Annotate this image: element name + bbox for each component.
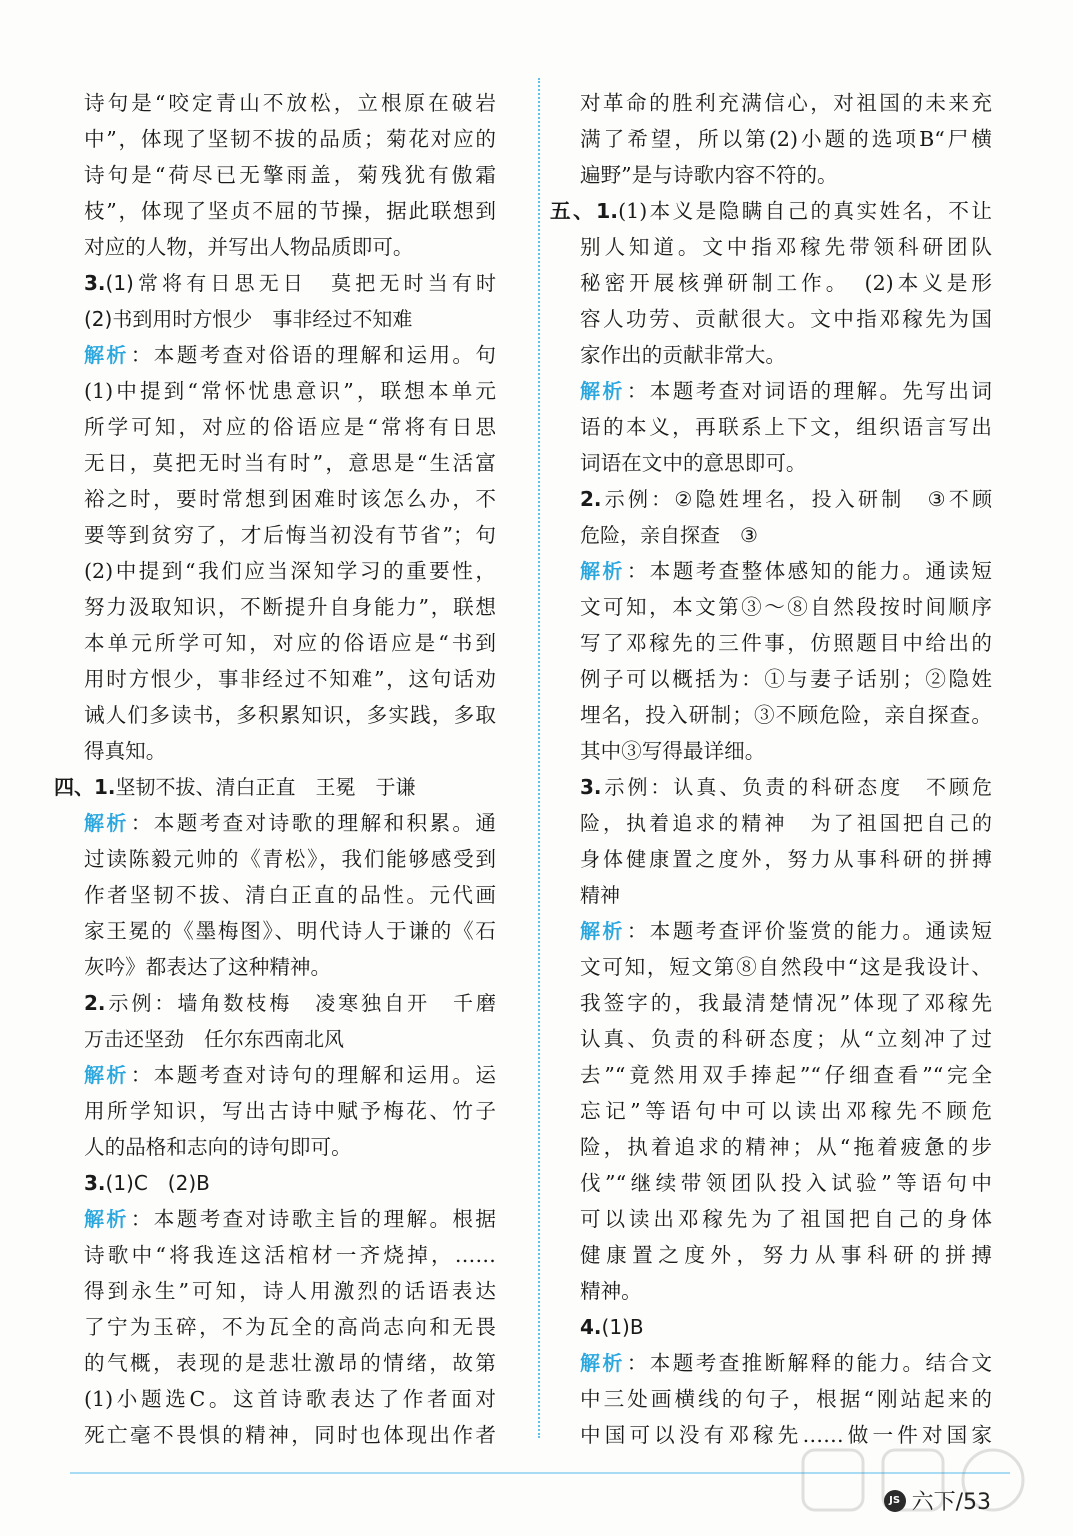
text-line: 别人知道。文中指邓稼先带领科研团队 — [580, 235, 992, 259]
text-line: 我签字的，我最清楚情况”体现了邓稼先 — [580, 991, 992, 1015]
text-line: 容人功劳、贡献很大。文中指邓稼先为国 — [580, 307, 992, 331]
analysis-line: 解析：本题考查评价鉴赏的能力。通读短 — [580, 919, 992, 943]
text-line: 例子可以概括为：①与妻子话别；②隐姓 — [580, 667, 992, 691]
answer-line: 2.示例：墙角数枝梅 凌寒独自开 千磨 — [84, 991, 496, 1015]
text-line: 得真知。 — [84, 739, 167, 763]
question-number: 3. — [84, 1171, 106, 1195]
text-line: 诗句是“咬定青山不放松，立根原在破岩 — [84, 91, 496, 115]
answer-line: 3.(1)C (2)B — [84, 1171, 210, 1195]
analysis-line: 解析：本题考查推断解释的能力。结合文 — [580, 1351, 992, 1375]
analysis-label: 解析 — [84, 343, 129, 367]
section-five-q1: 五、1.(1)本义是隐瞒自己的真实姓名，不让 — [550, 199, 992, 223]
analysis-label: 解析 — [580, 559, 625, 583]
text-line: 无日，莫把无时当有时”，意思是“生活富 — [84, 451, 496, 475]
text-line: 埋名，投入研制；③不顾危险，亲自探查。 — [580, 703, 992, 727]
question-number: 3. — [580, 775, 602, 799]
text-line: 的气概，表现的是悲壮激昂的情绪，故第 — [84, 1351, 496, 1375]
text-line: 得到永生”可知，诗人用激烈的话语表达 — [84, 1279, 496, 1303]
text-line: 对应的人物，并写出人物品质即可。 — [84, 235, 414, 259]
analysis-line: 解析：本题考查对诗歌的理解和积累。通 — [84, 811, 496, 835]
text-line: 枝”，体现了坚贞不屈的节操，据此联想到 — [84, 199, 496, 223]
text-line: 险，执着追求的精神；从“拖着疲惫的步 — [580, 1135, 992, 1159]
question-number: 1. — [94, 775, 116, 799]
text-line: 作者坚韧不拔、清白正直的品性。元代画 — [84, 883, 496, 907]
question-number: 4. — [580, 1315, 602, 1339]
answer-line: 危险，亲自探查 ③ — [580, 523, 758, 547]
text-line: 可以读出邓稼先为了祖国把自己的身体 — [580, 1207, 992, 1231]
text-line: 了宁为玉碎，不为瓦全的高尚志向和无畏 — [84, 1315, 496, 1339]
text-line: 秘密开展核弹研制工作。 (2)本义是形 — [580, 271, 992, 295]
text-line: 中国可以没有邓稼先……做一件对国家 — [580, 1423, 992, 1447]
text-line: 死亡毫不畏惧的精神，同时也体现出作者 — [84, 1423, 496, 1447]
text-line: 要等到贫穷了，才后悔当初没有节省”；句 — [84, 523, 496, 547]
text-line: 过读陈毅元帅的《青松》，我们能够感受到 — [84, 847, 496, 871]
right-column — [550, 85, 992, 1453]
column-divider — [538, 78, 540, 1438]
text-line: 诗句是“荷尽已无擎雨盖，菊残犹有傲霜 — [84, 163, 496, 187]
analysis-label: 解析 — [580, 1351, 625, 1375]
analysis-line: 解析：本题考查对诗句的理解和运用。运 — [84, 1063, 496, 1087]
answer-line: 万击还坚劲 任尔东西南北风 — [84, 1027, 344, 1051]
analysis-label: 解析 — [84, 1063, 129, 1087]
text-line: 诗歌中“将我连这活棺材一齐烧掉，…… — [84, 1243, 496, 1267]
question-number: 1. — [595, 199, 619, 223]
text-line: 中”，体现了坚韧不拔的品质；菊花对应的 — [84, 127, 496, 151]
text-line: 用时方恨少，事非经过不知难”，这句话劝 — [84, 667, 496, 691]
question-number: 2. — [84, 991, 106, 1015]
answer-line: 险，执着追求的精神 为了祖国把自己的 — [580, 811, 992, 835]
text-line: 人的品格和志向的诗句即可。 — [84, 1135, 352, 1159]
text-line: (2)中提到“我们应当深知学习的重要性， — [84, 559, 496, 583]
text-line: 所学可知，对应的俗语应是“常将有日思 — [84, 415, 496, 439]
text-line: 其中③写得最详细。 — [580, 739, 766, 763]
text-line: 裕之时，要时常想到困难时该怎么办，不 — [84, 487, 496, 511]
text-line: (1)中提到“常怀忧患意识”，联想本单元 — [84, 379, 496, 403]
analysis-line: 解析：本题考查对俗语的理解和运用。句 — [84, 343, 496, 367]
section-label: 五、 — [550, 199, 596, 223]
answer-line: 身体健康置之度外，努力从事科研的拼搏 — [580, 847, 992, 871]
text-line: 认真、负责的科研态度；从“立刻冲了过 — [580, 1027, 992, 1051]
text-line: 伐”“继续带领团队投入试验”等语句中 — [580, 1171, 992, 1195]
text-line: 本单元所学可知，对应的俗语应是“书到 — [84, 631, 496, 655]
text-line: 精神。 — [580, 1279, 642, 1303]
analysis-label: 解析 — [84, 811, 129, 835]
analysis-line: 解析：本题考查对诗歌主旨的理解。根据 — [84, 1207, 496, 1231]
question-number: 2. — [580, 487, 602, 511]
text-line: 灰吟》都表达了这种精神。 — [84, 955, 332, 979]
text-line: 诫人们多读书，多积累知识，多实践，多取 — [84, 703, 496, 727]
left-column — [54, 85, 496, 1453]
text-line: 写了邓稼先的三件事，仿照题目中给出的 — [580, 631, 992, 655]
footer-rule — [70, 1472, 1010, 1474]
analysis-label: 解析 — [84, 1207, 129, 1231]
analysis-line: 解析：本题考查对词语的理解。先写出词 — [580, 379, 992, 403]
page-footer — [884, 1485, 991, 1516]
text-line: 中三处画横线的句子，根据“刚站起来的 — [580, 1387, 992, 1411]
page-number: 六下/53 — [911, 1490, 991, 1515]
text-line: 文可知，短文第⑧自然段中“这是我设计、 — [580, 955, 992, 979]
section-label: 四、 — [54, 775, 94, 799]
text-line: 家王冕的《墨梅图》、明代诗人于谦的《石 — [84, 919, 496, 943]
text-line: 家作出的贡献非常大。 — [580, 343, 786, 367]
question-number: 3. — [84, 271, 106, 295]
analysis-line: 解析：本题考查整体感知的能力。通读短 — [580, 559, 992, 583]
text-line: (1)小题选C。这首诗歌表达了作者面对 — [84, 1387, 496, 1411]
answer-line: 精神 — [580, 883, 620, 907]
text-line: 对革命的胜利充满信心，对祖国的未来充 — [580, 91, 992, 115]
answer-line: 2.示例：②隐姓埋名，投入研制 ③不顾 — [580, 487, 992, 511]
answer-line: 3.示例：认真、负责的科研态度 不顾危 — [580, 775, 992, 799]
text-line: 遍野”是与诗歌内容不符的。 — [580, 163, 838, 187]
answer-line: 4.(1)B — [580, 1315, 644, 1339]
text-line: 满了希望，所以第(2)小题的选项B“尸横 — [580, 127, 992, 151]
text-line: 用所学知识，写出古诗中赋予梅花、竹子 — [84, 1099, 496, 1123]
analysis-label: 解析 — [580, 919, 625, 943]
analysis-label: 解析 — [580, 379, 625, 403]
text-line: 努力汲取知识，不断提升自身能力”，联想 — [84, 595, 496, 619]
text-line: 文可知，本文第③～⑧自然段按时间顺序 — [580, 595, 992, 619]
text-line: 语的本义，再联系上下文，组织语言写出 — [580, 415, 992, 439]
js-badge: JS — [884, 1490, 906, 1512]
answer-line: (2)书到用时方恨少 事非经过不知难 — [84, 307, 413, 331]
text-line: 词语在文中的意思即可。 — [580, 451, 807, 475]
section-four-q1: 四、1.坚韧不拔、清白正直 王冕 于谦 — [54, 775, 416, 799]
text-line: 去”“竟然用双手捧起”“仔细查看”“完全 — [580, 1063, 992, 1087]
answer-line: 3.(1)常将有日思无日 莫把无时当有时 — [84, 271, 496, 295]
text-line: 忘记”等语句中可以读出邓稼先不顾危 — [580, 1099, 992, 1123]
text-line: 健康置之度外，努力从事科研的拼搏 — [580, 1243, 992, 1267]
